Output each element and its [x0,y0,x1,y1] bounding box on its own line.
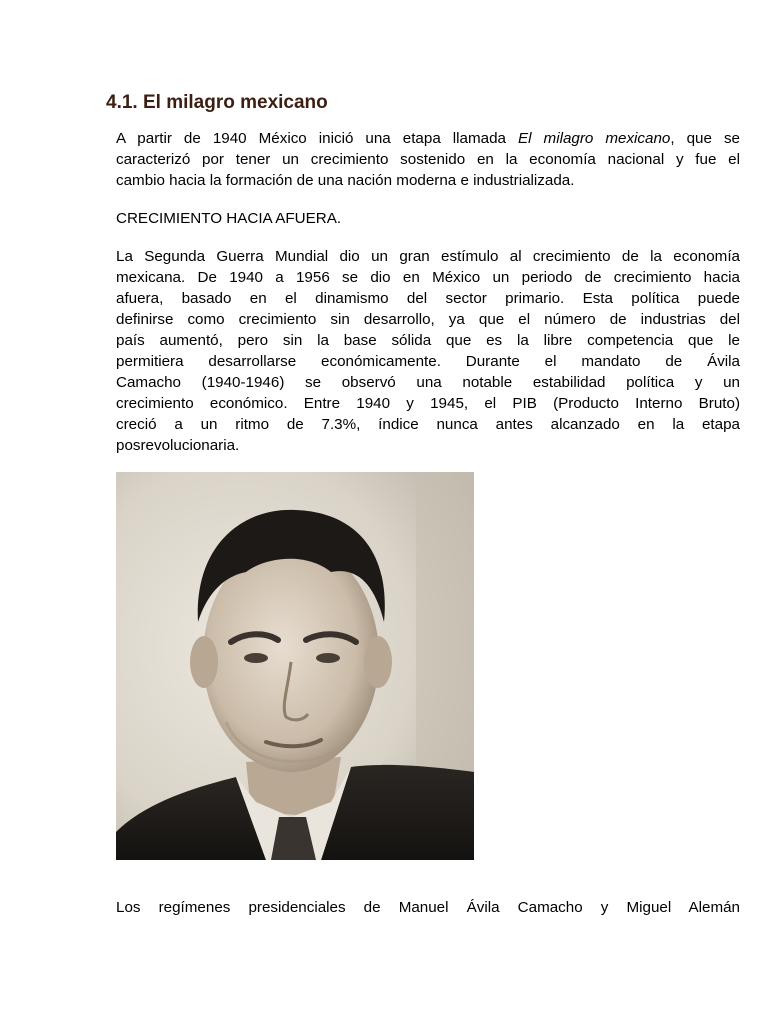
body-line: creció a un ritmo de 7.3%, índice nunca antes alcanzado en la etapa [116,416,740,433]
intro-line-2: caracterizó por tener un crecimiento sostenido en la economía nacional y fue el [116,151,740,168]
body-line: afuera, basado en el dinamismo del sector primario. Esta política puede [116,290,740,307]
intro-paragraph [116,128,740,191]
body-line: definirse como crecimiento sin desarrollo, ya que el número de industrias del [116,311,740,328]
intro-line-3: cambio hacia la formación de una nación moderna e industrializada. [116,172,575,189]
closing-line-1: Los regímenes presidenciales de Manuel Ávila Camacho y Miguel Alemán [116,899,740,916]
body-line: mexicana. De 1940 a 1956 se dio en México un periodo de crecimiento hacia [116,269,740,286]
portrait-photo [116,472,474,860]
section-title: 4.1. El milagro mexicano [106,92,328,113]
intro-line-1 [116,128,740,149]
portrait-image [116,472,474,860]
body-line: Camacho (1940-1946) se observó una notable estabilidad política y un [116,374,740,391]
body-paragraph [116,246,740,456]
intro-line-1-end: , que se [670,130,740,147]
body-line: posrevolucionaria. [116,437,240,454]
body-line: La Segunda Guerra Mundial dio un gran estímulo al crecimiento de la economía [116,248,740,265]
subheading: CRECIMIENTO HACIA AFUERA. [116,210,342,227]
body-line: crecimiento económico. Entre 1940 y 1945, el PIB (Producto Interno Bruto) [116,395,740,412]
intro-italic-term: El milagro mexicano [518,130,671,147]
intro-line-1-start: A partir de 1940 México inició una etapa llamada [116,130,519,147]
body-line: permitiera desarrollarse económicamente. Durante el mandato de Ávila [116,353,740,370]
body-line: país aumentó, pero sin la base sólida que es la libre competencia que le [116,332,740,349]
closing-paragraph [116,897,740,918]
